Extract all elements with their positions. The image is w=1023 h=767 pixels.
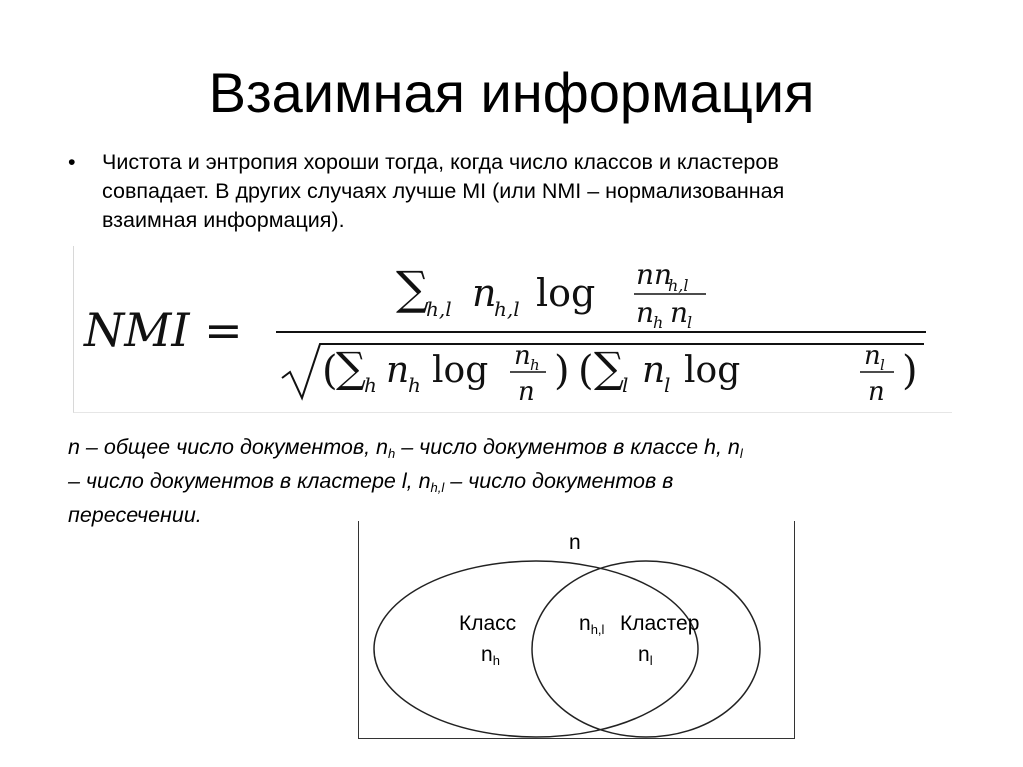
variables-description [68,430,968,532]
numerator-frac-den-1: n [636,296,655,329]
denominator-frac-2-num-sub: l [880,356,885,374]
denominator-rparen-2: ) [902,348,918,394]
denominator-term-1-sub: h [408,373,421,397]
venn-class-label: Класс [459,612,517,635]
numerator-log: log [536,271,596,315]
denominator-sum-2: ∑ [594,343,624,392]
denominator-log-1: log [432,350,489,391]
bullet-line: совпадает. В других случаях лучше MI (или NMI – нормализованная [102,179,785,203]
denominator-sum-1: ∑ [336,343,366,392]
numerator-sum-sign: ∑ [396,261,429,315]
denominator-lparen-1: ( [322,348,338,394]
numerator-frac-num-sub: h,l [668,276,689,295]
denominator-frac-2-num: n [864,341,881,371]
bullet-marker: • [68,150,76,174]
denominator-term-2-sub: l [664,373,671,397]
bullet-text [102,148,942,235]
nmi-formula-image [74,246,952,412]
bullet-line: взаимная информация). [102,208,345,232]
numerator-term: n [472,271,497,315]
denominator-term-2: n [642,350,666,391]
numerator-sum-index: h,l [426,297,452,321]
venn-class-count: $n_h$ [481,643,500,668]
description-line: n – общее число документов, $n_h$ – число документов в классе h, $n_l$ [68,435,743,461]
numerator-frac-den-2: n [670,296,689,329]
description-line: пересечении. [68,503,202,527]
slide-title: Взаимная информация [208,61,815,124]
bullet-line: Чистота и энтропия хороши тогда, когда число классов и кластеров [102,150,779,174]
denominator-term-1: n [386,350,410,391]
denominator-log-2: log [684,350,741,391]
nmi-formula [73,246,952,413]
venn-cluster-label: Кластер [620,612,700,635]
description-line: – число документов в кластере l, $n_{h,l}$ – число документов в [68,469,674,495]
denominator-frac-1-num-sub: h [530,356,540,374]
denominator-sum-1-index: h [364,373,377,397]
numerator-frac-den-2-sub: l [687,313,693,332]
formula-lhs: NMI = [84,303,243,357]
denominator-lparen-2: ( [578,348,594,394]
denominator-sum-2-index: l [622,373,629,397]
venn-universe-label: n [569,531,581,554]
numerator-frac-num: nn [636,258,673,291]
numerator-frac-den-1-sub: h [653,313,664,332]
denominator-rparen-1: ) [554,348,570,394]
denominator-frac-1-den: n [518,377,535,407]
denominator-frac-1-num: n [514,341,531,371]
denominator-frac-2-den: n [868,377,885,407]
venn-cluster-count: $n_l$ [638,643,653,668]
numerator-term-sub: h,l [494,297,520,321]
venn-intersection-count: $n_{h,l}$ [579,612,605,637]
